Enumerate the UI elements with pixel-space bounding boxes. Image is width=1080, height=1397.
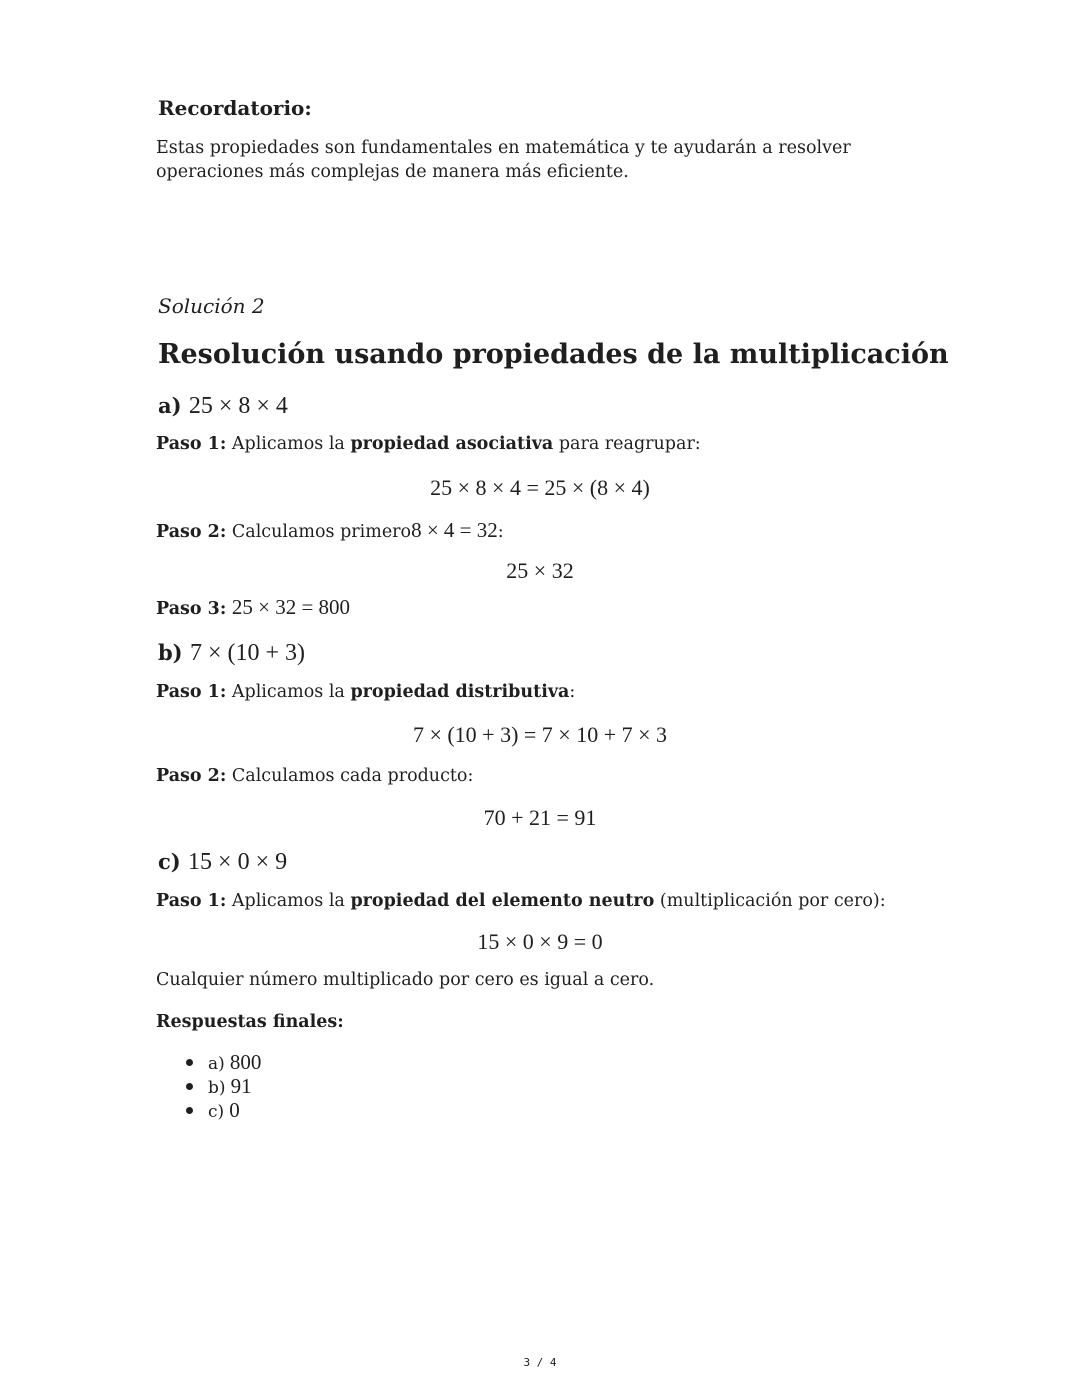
a-step1-bold: propiedad asociativa xyxy=(350,434,554,454)
b-step1 xyxy=(156,682,575,702)
c-note: Cualquier número multiplicado por cero es igual a cero. xyxy=(156,970,655,990)
answer-label: b) xyxy=(208,1078,226,1098)
recordatorio-heading: Recordatorio: xyxy=(158,96,312,120)
b-step1-post: : xyxy=(569,682,576,702)
b-step1-label: Paso 1: xyxy=(156,682,227,702)
b-step2-label: Paso 2: xyxy=(156,766,227,786)
c-step1-label: Paso 1: xyxy=(156,891,227,911)
a-step1 xyxy=(156,434,701,454)
bullet-icon xyxy=(186,1107,193,1114)
answer-item-a xyxy=(156,1050,261,1074)
answer-value: 0 xyxy=(229,1098,240,1122)
c-equation-1: 15 × 0 × 9 = 0 xyxy=(477,929,603,954)
a-equation-2: 25 × 32 xyxy=(506,558,574,583)
a-step3 xyxy=(156,595,350,620)
b-equation-1: 7 × (10 + 3) = 7 × 10 + 7 × 3 xyxy=(412,722,668,747)
subproblem-a-heading xyxy=(158,393,288,420)
bullet-icon xyxy=(186,1083,193,1090)
a-step1-label: Paso 1: xyxy=(156,434,227,454)
a-step1-pre: Aplicamos la xyxy=(231,434,345,454)
answer-value: 800 xyxy=(229,1050,262,1074)
subproblem-a-label: a) xyxy=(158,393,182,418)
a-equation-1: 25 × 8 × 4 = 25 × (8 × 4) xyxy=(430,475,650,500)
a-step2-text: Calculamos primero xyxy=(231,522,412,542)
b-step2 xyxy=(156,766,473,786)
subproblem-c-expression: 15 × 0 × 9 xyxy=(188,849,288,875)
b-equation-2: 70 + 21 = 91 xyxy=(483,805,597,830)
answers-heading: Respuestas finales: xyxy=(156,1012,344,1032)
answer-item-b xyxy=(156,1074,261,1098)
subproblem-c-heading xyxy=(158,849,287,876)
solution-title: Resolución usando propiedades de la multiplicación xyxy=(158,339,949,370)
answer-item-c xyxy=(156,1098,261,1122)
subproblem-a-expression: 25 × 8 × 4 xyxy=(188,393,288,419)
solution-label: Solución 2 xyxy=(158,294,265,318)
a-step3-math: 25 × 32 = 800 xyxy=(231,595,351,619)
a-step3-label: Paso 3: xyxy=(156,599,227,619)
c-step1-post: (multiplicación por cero): xyxy=(659,891,886,911)
b-step2-text: Calculamos cada producto: xyxy=(231,766,474,786)
answer-value: 91 xyxy=(230,1074,252,1098)
subproblem-b-label: b) xyxy=(158,640,183,665)
answer-label: a) xyxy=(208,1054,225,1074)
a-step2-label: Paso 2: xyxy=(156,522,227,542)
subproblem-c-label: c) xyxy=(158,849,181,874)
subproblem-b-expression: 7 × (10 + 3) xyxy=(189,640,305,666)
answer-label: c) xyxy=(208,1102,225,1122)
a-step2-end: : xyxy=(497,522,504,542)
page-number: 3 / 4 xyxy=(523,1356,557,1369)
a-step2-math: 8 × 4 = 32 xyxy=(411,518,498,542)
subproblem-b-heading xyxy=(158,640,305,667)
answers-list xyxy=(156,1050,261,1122)
b-step1-pre: Aplicamos la xyxy=(231,682,345,702)
bullet-icon xyxy=(186,1059,193,1066)
c-step1-bold: propiedad del elemento neutro xyxy=(350,891,655,911)
b-step1-bold: propiedad distributiva xyxy=(350,682,570,702)
a-step1-post: para reagrupar: xyxy=(558,434,701,454)
recordatorio-text: Estas propiedades son fundamentales en matemática y te ayudarán a resolver operaciones más complejas de manera más eficiente. xyxy=(156,138,851,182)
a-step2 xyxy=(156,518,504,543)
c-step1-pre: Aplicamos la xyxy=(231,891,345,911)
c-step1 xyxy=(156,891,886,911)
